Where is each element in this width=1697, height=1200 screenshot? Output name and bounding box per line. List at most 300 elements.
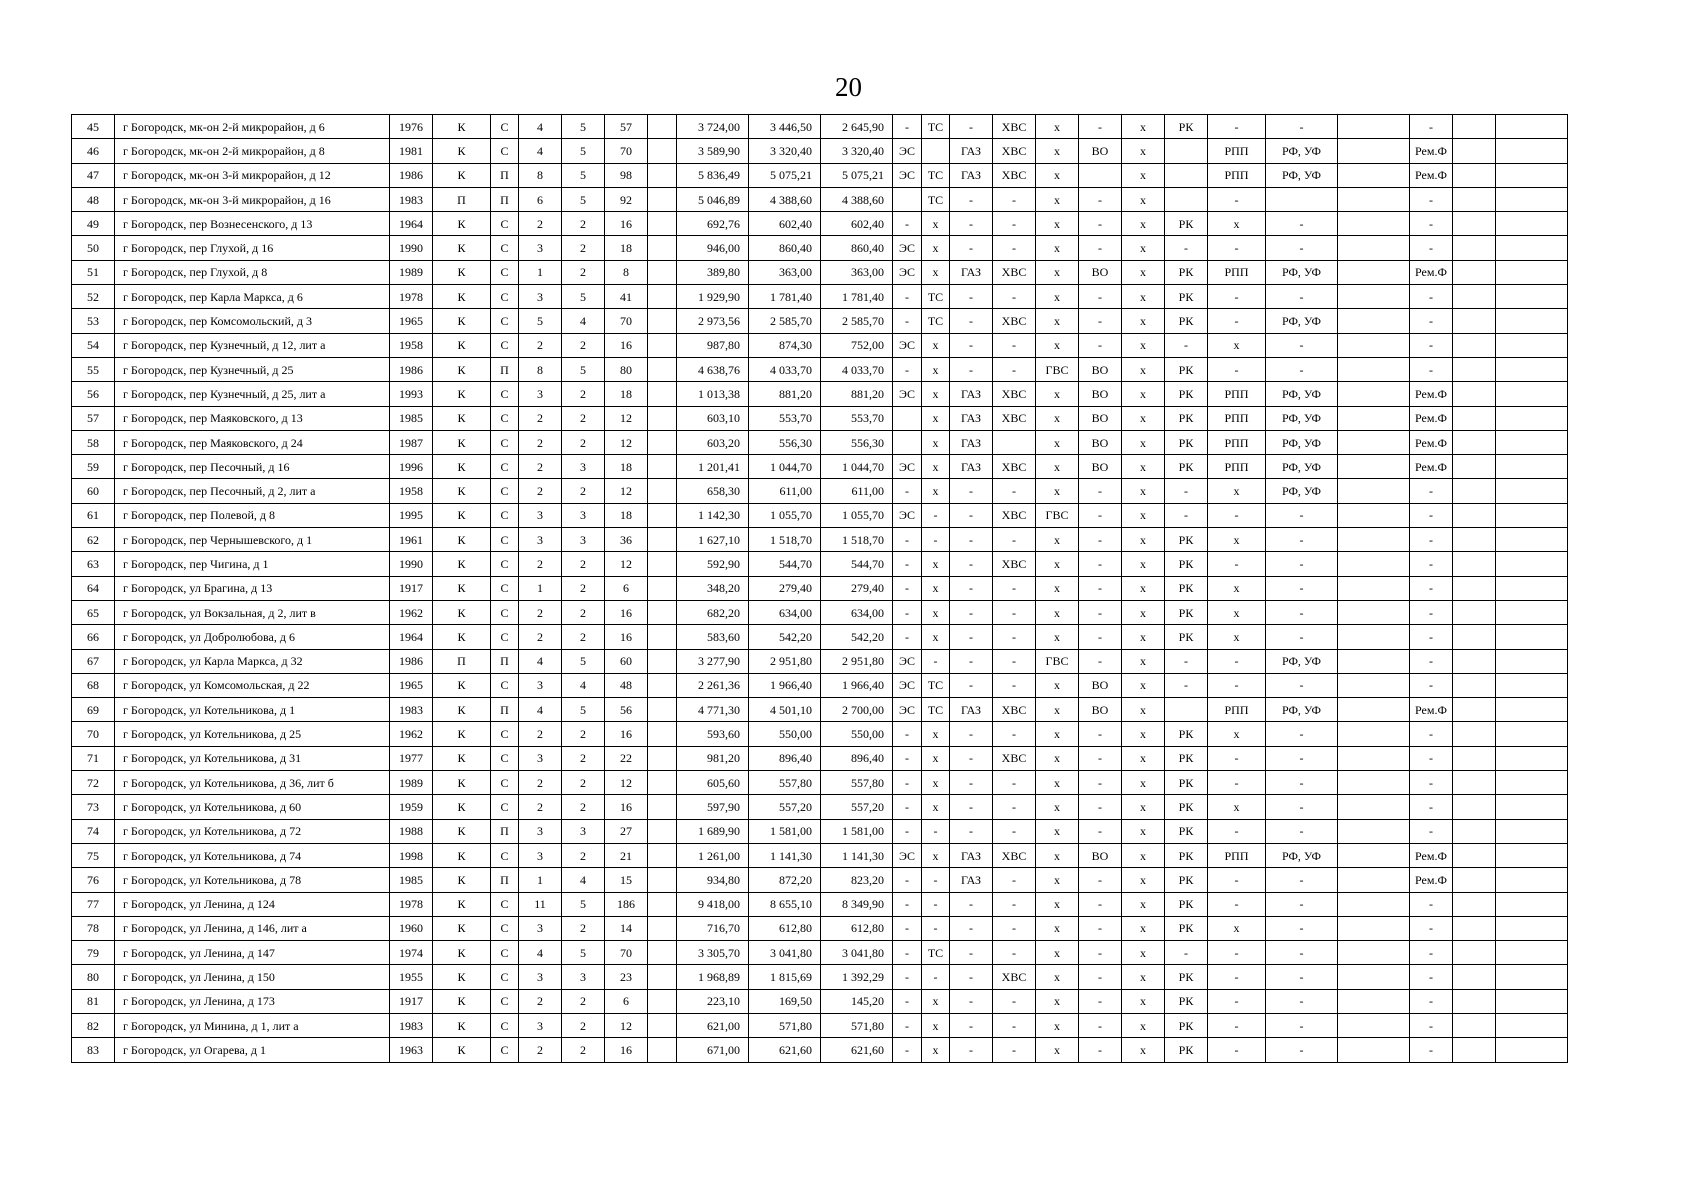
cell-living-area: 896,40 bbox=[749, 746, 821, 770]
cell-col-blank-3 bbox=[1453, 333, 1496, 357]
cell-gas: ГАЗ bbox=[950, 406, 993, 430]
cell-total-area: 1 013,38 bbox=[677, 382, 749, 406]
cell-col-blank bbox=[648, 746, 677, 770]
cell-col-blank-3 bbox=[1453, 868, 1496, 892]
table-row bbox=[72, 212, 1568, 236]
cell-heating: - bbox=[922, 892, 950, 916]
table-row bbox=[72, 965, 1568, 989]
cell-col-rpp: х bbox=[1208, 916, 1266, 940]
cell-entrances: 5 bbox=[562, 163, 605, 187]
cell-col-rf: - bbox=[1266, 115, 1338, 139]
cell-col-wall: К bbox=[433, 673, 491, 697]
cell-total-area: 597,90 bbox=[677, 795, 749, 819]
cell-col-rf: РФ, УФ bbox=[1266, 260, 1338, 284]
cell-col-x: х bbox=[1122, 503, 1165, 527]
cell-row-number: 70 bbox=[72, 722, 115, 746]
cell-col-type: С bbox=[491, 552, 519, 576]
table-row bbox=[72, 455, 1568, 479]
cell-drainage: - bbox=[1079, 746, 1122, 770]
cell-col-remf: - bbox=[1410, 600, 1453, 624]
cell-col-rk: - bbox=[1165, 503, 1208, 527]
cell-gas: - bbox=[950, 187, 993, 211]
cell-drainage: ВО bbox=[1079, 455, 1122, 479]
cell-heating: х bbox=[922, 455, 950, 479]
cell-col-blank-2 bbox=[1338, 285, 1410, 309]
cell-col-type: П bbox=[491, 163, 519, 187]
cell-col-rk bbox=[1165, 698, 1208, 722]
cell-total-area: 658,30 bbox=[677, 479, 749, 503]
cell-power: - bbox=[893, 357, 922, 381]
cell-row-number: 52 bbox=[72, 285, 115, 309]
cell-heating: х bbox=[922, 795, 950, 819]
cell-hot-water: х bbox=[1036, 479, 1079, 503]
cell-col-rk: РК bbox=[1165, 868, 1208, 892]
cell-entrances: 2 bbox=[562, 552, 605, 576]
cell-hot-water: ГВС bbox=[1036, 357, 1079, 381]
cell-area-3: 3 041,80 bbox=[821, 941, 893, 965]
cell-col-blank-4 bbox=[1496, 673, 1568, 697]
cell-col-rpp: х bbox=[1208, 722, 1266, 746]
cell-drainage: - bbox=[1079, 941, 1122, 965]
cell-col-blank-3 bbox=[1453, 357, 1496, 381]
cell-floors: 2 bbox=[519, 552, 562, 576]
cell-living-area: 544,70 bbox=[749, 552, 821, 576]
cell-total-area: 5 836,49 bbox=[677, 163, 749, 187]
cell-col-rk: - bbox=[1165, 673, 1208, 697]
cell-gas: ГАЗ bbox=[950, 868, 993, 892]
cell-apartments: 16 bbox=[605, 722, 648, 746]
cell-drainage: - bbox=[1079, 309, 1122, 333]
cell-col-blank-4 bbox=[1496, 600, 1568, 624]
cell-col-type: С bbox=[491, 892, 519, 916]
cell-col-wall: К bbox=[433, 576, 491, 600]
table-row bbox=[72, 163, 1568, 187]
cell-col-rf: РФ, УФ bbox=[1266, 698, 1338, 722]
cell-row-number: 75 bbox=[72, 843, 115, 867]
cell-total-area: 593,60 bbox=[677, 722, 749, 746]
cell-entrances: 5 bbox=[562, 357, 605, 381]
cell-drainage: ВО bbox=[1079, 139, 1122, 163]
cell-power: ЭС bbox=[893, 843, 922, 867]
cell-col-x: х bbox=[1122, 552, 1165, 576]
cell-row-number: 49 bbox=[72, 212, 115, 236]
table-row bbox=[72, 795, 1568, 819]
cell-col-rf: РФ, УФ bbox=[1266, 843, 1338, 867]
cell-living-area: 874,30 bbox=[749, 333, 821, 357]
cell-year-built: 1990 bbox=[390, 236, 433, 260]
cell-living-area: 169,50 bbox=[749, 989, 821, 1013]
cell-col-blank-3 bbox=[1453, 115, 1496, 139]
cell-living-area: 621,60 bbox=[749, 1038, 821, 1062]
cell-entrances: 3 bbox=[562, 965, 605, 989]
cell-row-number: 76 bbox=[72, 868, 115, 892]
cell-total-area: 389,80 bbox=[677, 260, 749, 284]
cell-drainage: - bbox=[1079, 771, 1122, 795]
cell-year-built: 1983 bbox=[390, 1013, 433, 1037]
cell-hot-water: х bbox=[1036, 552, 1079, 576]
cell-col-rf: - bbox=[1266, 795, 1338, 819]
cell-heating: х bbox=[922, 722, 950, 746]
cell-area-3: 1 055,70 bbox=[821, 503, 893, 527]
cell-col-blank-2 bbox=[1338, 819, 1410, 843]
cell-year-built: 1993 bbox=[390, 382, 433, 406]
cell-floors: 4 bbox=[519, 941, 562, 965]
cell-total-area: 946,00 bbox=[677, 236, 749, 260]
cell-col-rk: РК bbox=[1165, 625, 1208, 649]
cell-col-type: С bbox=[491, 503, 519, 527]
cell-heating: х bbox=[922, 333, 950, 357]
cell-cold-water: - bbox=[993, 868, 1036, 892]
cell-entrances: 5 bbox=[562, 115, 605, 139]
cell-cold-water: ХВС bbox=[993, 455, 1036, 479]
cell-col-rf bbox=[1266, 187, 1338, 211]
cell-year-built: 1985 bbox=[390, 406, 433, 430]
registry-body bbox=[72, 115, 1568, 1063]
cell-col-x: х bbox=[1122, 649, 1165, 673]
cell-row-number: 51 bbox=[72, 260, 115, 284]
cell-area-3: 1 392,29 bbox=[821, 965, 893, 989]
cell-col-rpp: РПП bbox=[1208, 843, 1266, 867]
cell-row-number: 48 bbox=[72, 187, 115, 211]
cell-area-3: 4 033,70 bbox=[821, 357, 893, 381]
cell-floors: 4 bbox=[519, 698, 562, 722]
cell-col-blank-4 bbox=[1496, 892, 1568, 916]
cell-gas: - bbox=[950, 357, 993, 381]
cell-col-wall: К bbox=[433, 163, 491, 187]
cell-entrances: 2 bbox=[562, 843, 605, 867]
cell-col-rpp: - bbox=[1208, 868, 1266, 892]
cell-entrances: 5 bbox=[562, 139, 605, 163]
cell-floors: 8 bbox=[519, 163, 562, 187]
cell-col-blank-2 bbox=[1338, 309, 1410, 333]
cell-address: г Богородск, пер Глухой, д 16 bbox=[115, 236, 390, 260]
cell-col-remf: Рем.Ф bbox=[1410, 406, 1453, 430]
cell-col-blank-4 bbox=[1496, 285, 1568, 309]
cell-power bbox=[893, 187, 922, 211]
cell-heating: х bbox=[922, 600, 950, 624]
table-row bbox=[72, 576, 1568, 600]
table-row bbox=[72, 187, 1568, 211]
cell-row-number: 46 bbox=[72, 139, 115, 163]
cell-address: г Богородск, ул Ленина, д 146, лит а bbox=[115, 916, 390, 940]
cell-col-rk: РК bbox=[1165, 600, 1208, 624]
cell-power: ЭС bbox=[893, 163, 922, 187]
cell-col-blank-3 bbox=[1453, 455, 1496, 479]
cell-col-blank-4 bbox=[1496, 260, 1568, 284]
cell-col-blank-3 bbox=[1453, 479, 1496, 503]
cell-col-rk: РК bbox=[1165, 1038, 1208, 1062]
cell-cold-water: ХВС bbox=[993, 260, 1036, 284]
cell-col-wall: К bbox=[433, 455, 491, 479]
cell-floors: 2 bbox=[519, 430, 562, 454]
cell-power: ЭС bbox=[893, 503, 922, 527]
cell-power: - bbox=[893, 892, 922, 916]
cell-cold-water: - bbox=[993, 479, 1036, 503]
cell-heating: - bbox=[922, 503, 950, 527]
cell-col-blank-4 bbox=[1496, 212, 1568, 236]
cell-cold-water bbox=[993, 430, 1036, 454]
cell-col-x: х bbox=[1122, 163, 1165, 187]
cell-col-type: С bbox=[491, 333, 519, 357]
cell-col-remf: - bbox=[1410, 576, 1453, 600]
cell-year-built: 1958 bbox=[390, 479, 433, 503]
cell-col-rk: РК bbox=[1165, 1013, 1208, 1037]
cell-apartments: 14 bbox=[605, 916, 648, 940]
cell-heating: х bbox=[922, 212, 950, 236]
cell-total-area: 1 142,30 bbox=[677, 503, 749, 527]
cell-col-rf: - bbox=[1266, 746, 1338, 770]
cell-col-blank-4 bbox=[1496, 868, 1568, 892]
cell-floors: 2 bbox=[519, 771, 562, 795]
cell-drainage: ВО bbox=[1079, 357, 1122, 381]
cell-total-area: 4 771,30 bbox=[677, 698, 749, 722]
cell-entrances: 5 bbox=[562, 649, 605, 673]
cell-power: ЭС bbox=[893, 698, 922, 722]
cell-col-remf: - bbox=[1410, 357, 1453, 381]
cell-floors: 4 bbox=[519, 139, 562, 163]
cell-gas: - bbox=[950, 528, 993, 552]
cell-col-rk: РК bbox=[1165, 552, 1208, 576]
cell-col-x: х bbox=[1122, 382, 1165, 406]
cell-col-blank-3 bbox=[1453, 576, 1496, 600]
cell-apartments: 12 bbox=[605, 771, 648, 795]
cell-drainage: - bbox=[1079, 285, 1122, 309]
cell-living-area: 1 055,70 bbox=[749, 503, 821, 527]
cell-address: г Богородск, пер Кузнечный, д 12, лит а bbox=[115, 333, 390, 357]
cell-heating: х bbox=[922, 260, 950, 284]
cell-col-rf: - bbox=[1266, 236, 1338, 260]
cell-living-area: 1 044,70 bbox=[749, 455, 821, 479]
cell-col-x: х bbox=[1122, 941, 1165, 965]
cell-col-rpp: - bbox=[1208, 965, 1266, 989]
cell-cold-water: - bbox=[993, 625, 1036, 649]
cell-address: г Богородск, пер Полевой, д 8 bbox=[115, 503, 390, 527]
cell-col-remf: Рем.Ф bbox=[1410, 430, 1453, 454]
cell-col-blank-3 bbox=[1453, 139, 1496, 163]
cell-col-blank-2 bbox=[1338, 552, 1410, 576]
table-row bbox=[72, 285, 1568, 309]
cell-drainage: - bbox=[1079, 576, 1122, 600]
cell-entrances: 2 bbox=[562, 989, 605, 1013]
cell-power: ЭС bbox=[893, 260, 922, 284]
cell-floors: 3 bbox=[519, 819, 562, 843]
cell-row-number: 64 bbox=[72, 576, 115, 600]
cell-living-area: 1 518,70 bbox=[749, 528, 821, 552]
cell-drainage: ВО bbox=[1079, 382, 1122, 406]
cell-year-built: 1960 bbox=[390, 916, 433, 940]
cell-drainage: - bbox=[1079, 115, 1122, 139]
cell-address: г Богородск, пер Маяковского, д 24 bbox=[115, 430, 390, 454]
cell-hot-water: х bbox=[1036, 771, 1079, 795]
cell-hot-water: х bbox=[1036, 795, 1079, 819]
cell-address: г Богородск, ул Котельникова, д 1 bbox=[115, 698, 390, 722]
cell-col-blank-3 bbox=[1453, 1013, 1496, 1037]
cell-entrances: 2 bbox=[562, 576, 605, 600]
cell-col-rpp: х bbox=[1208, 212, 1266, 236]
cell-col-blank-3 bbox=[1453, 746, 1496, 770]
cell-drainage: - bbox=[1079, 965, 1122, 989]
cell-area-3: 860,40 bbox=[821, 236, 893, 260]
cell-area-3: 896,40 bbox=[821, 746, 893, 770]
cell-col-wall: К bbox=[433, 625, 491, 649]
cell-floors: 3 bbox=[519, 746, 562, 770]
cell-total-area: 934,80 bbox=[677, 868, 749, 892]
cell-col-blank-3 bbox=[1453, 819, 1496, 843]
cell-col-blank-3 bbox=[1453, 941, 1496, 965]
cell-col-blank bbox=[648, 965, 677, 989]
cell-heating: ТС bbox=[922, 673, 950, 697]
cell-power bbox=[893, 406, 922, 430]
cell-entrances: 4 bbox=[562, 673, 605, 697]
cell-heating: х bbox=[922, 479, 950, 503]
cell-row-number: 65 bbox=[72, 600, 115, 624]
cell-hot-water: х bbox=[1036, 941, 1079, 965]
cell-col-x: х bbox=[1122, 260, 1165, 284]
cell-col-rf: РФ, УФ bbox=[1266, 163, 1338, 187]
cell-entrances: 2 bbox=[562, 795, 605, 819]
cell-col-blank bbox=[648, 187, 677, 211]
cell-col-x: х bbox=[1122, 406, 1165, 430]
cell-col-rk: РК bbox=[1165, 746, 1208, 770]
cell-col-blank bbox=[648, 528, 677, 552]
cell-col-blank bbox=[648, 503, 677, 527]
cell-col-blank-2 bbox=[1338, 139, 1410, 163]
cell-col-wall: К bbox=[433, 916, 491, 940]
cell-col-rk: РК bbox=[1165, 260, 1208, 284]
cell-col-rpp: РПП bbox=[1208, 406, 1266, 430]
cell-col-wall: К bbox=[433, 989, 491, 1013]
cell-cold-water: ХВС bbox=[993, 139, 1036, 163]
cell-apartments: 6 bbox=[605, 989, 648, 1013]
cell-power: - bbox=[893, 1038, 922, 1062]
cell-apartments: 70 bbox=[605, 139, 648, 163]
cell-living-area: 542,20 bbox=[749, 625, 821, 649]
cell-col-rf: РФ, УФ bbox=[1266, 455, 1338, 479]
cell-hot-water: х bbox=[1036, 1013, 1079, 1037]
table-row bbox=[72, 843, 1568, 867]
cell-gas: - bbox=[950, 503, 993, 527]
cell-cold-water: - bbox=[993, 892, 1036, 916]
cell-col-rk: РК bbox=[1165, 309, 1208, 333]
cell-col-rpp: - bbox=[1208, 941, 1266, 965]
cell-heating: ТС bbox=[922, 163, 950, 187]
cell-apartments: 48 bbox=[605, 673, 648, 697]
cell-hot-water: х bbox=[1036, 406, 1079, 430]
cell-address: г Богородск, ул Карла Маркса, д 32 bbox=[115, 649, 390, 673]
cell-address: г Богородск, пер Чернышевского, д 1 bbox=[115, 528, 390, 552]
cell-apartments: 18 bbox=[605, 236, 648, 260]
cell-col-blank-4 bbox=[1496, 430, 1568, 454]
cell-year-built: 1995 bbox=[390, 503, 433, 527]
cell-row-number: 58 bbox=[72, 430, 115, 454]
cell-col-remf: - bbox=[1410, 309, 1453, 333]
cell-living-area: 279,40 bbox=[749, 576, 821, 600]
cell-col-rpp: - bbox=[1208, 285, 1266, 309]
cell-col-blank-4 bbox=[1496, 528, 1568, 552]
cell-col-remf: Рем.Ф bbox=[1410, 382, 1453, 406]
cell-address: г Богородск, ул Добролюбова, д 6 bbox=[115, 625, 390, 649]
cell-living-area: 1 815,69 bbox=[749, 965, 821, 989]
cell-total-area: 2 261,36 bbox=[677, 673, 749, 697]
cell-hot-water: х bbox=[1036, 673, 1079, 697]
cell-hot-water: х bbox=[1036, 576, 1079, 600]
cell-col-remf: - bbox=[1410, 746, 1453, 770]
cell-floors: 2 bbox=[519, 795, 562, 819]
cell-col-blank-2 bbox=[1338, 771, 1410, 795]
cell-floors: 2 bbox=[519, 722, 562, 746]
cell-col-rf: РФ, УФ bbox=[1266, 382, 1338, 406]
cell-area-3: 1 044,70 bbox=[821, 455, 893, 479]
cell-col-wall: К bbox=[433, 552, 491, 576]
cell-col-rpp: РПП bbox=[1208, 163, 1266, 187]
cell-gas: - bbox=[950, 673, 993, 697]
cell-heating: х bbox=[922, 843, 950, 867]
cell-col-remf: - bbox=[1410, 285, 1453, 309]
cell-row-number: 67 bbox=[72, 649, 115, 673]
cell-gas: - bbox=[950, 552, 993, 576]
cell-col-blank bbox=[648, 625, 677, 649]
cell-col-blank-4 bbox=[1496, 187, 1568, 211]
cell-col-rpp: - bbox=[1208, 357, 1266, 381]
cell-col-blank bbox=[648, 989, 677, 1013]
cell-living-area: 3 446,50 bbox=[749, 115, 821, 139]
cell-col-wall: К bbox=[433, 333, 491, 357]
cell-living-area: 881,20 bbox=[749, 382, 821, 406]
cell-col-type: С bbox=[491, 965, 519, 989]
cell-row-number: 82 bbox=[72, 1013, 115, 1037]
cell-apartments: 21 bbox=[605, 843, 648, 867]
cell-col-type: С bbox=[491, 285, 519, 309]
cell-col-blank bbox=[648, 430, 677, 454]
cell-living-area: 4 501,10 bbox=[749, 698, 821, 722]
cell-col-x: х bbox=[1122, 795, 1165, 819]
cell-power: - bbox=[893, 746, 922, 770]
cell-total-area: 981,20 bbox=[677, 746, 749, 770]
cell-col-blank-3 bbox=[1453, 1038, 1496, 1062]
cell-gas: - bbox=[950, 576, 993, 600]
cell-col-rpp: РПП bbox=[1208, 698, 1266, 722]
cell-col-blank-3 bbox=[1453, 430, 1496, 454]
cell-heating: х bbox=[922, 576, 950, 600]
cell-col-rpp: - bbox=[1208, 892, 1266, 916]
cell-col-type: П bbox=[491, 819, 519, 843]
cell-col-blank-2 bbox=[1338, 333, 1410, 357]
cell-gas: - bbox=[950, 333, 993, 357]
cell-col-blank-3 bbox=[1453, 965, 1496, 989]
cell-address: г Богородск, ул Минина, д 1, лит а bbox=[115, 1013, 390, 1037]
cell-drainage: - bbox=[1079, 236, 1122, 260]
cell-total-area: 223,10 bbox=[677, 989, 749, 1013]
cell-year-built: 1962 bbox=[390, 722, 433, 746]
cell-col-wall: К bbox=[433, 260, 491, 284]
cell-col-rf: - bbox=[1266, 552, 1338, 576]
table-row bbox=[72, 892, 1568, 916]
cell-floors: 4 bbox=[519, 649, 562, 673]
cell-heating: ТС bbox=[922, 309, 950, 333]
cell-power: ЭС bbox=[893, 649, 922, 673]
cell-cold-water: - bbox=[993, 771, 1036, 795]
cell-heating: ТС bbox=[922, 941, 950, 965]
cell-col-rk bbox=[1165, 187, 1208, 211]
cell-hot-water: х bbox=[1036, 843, 1079, 867]
cell-gas: ГАЗ bbox=[950, 260, 993, 284]
cell-col-blank-3 bbox=[1453, 236, 1496, 260]
cell-total-area: 987,80 bbox=[677, 333, 749, 357]
cell-total-area: 583,60 bbox=[677, 625, 749, 649]
cell-col-blank-2 bbox=[1338, 965, 1410, 989]
cell-power: ЭС bbox=[893, 333, 922, 357]
cell-living-area: 2 585,70 bbox=[749, 309, 821, 333]
